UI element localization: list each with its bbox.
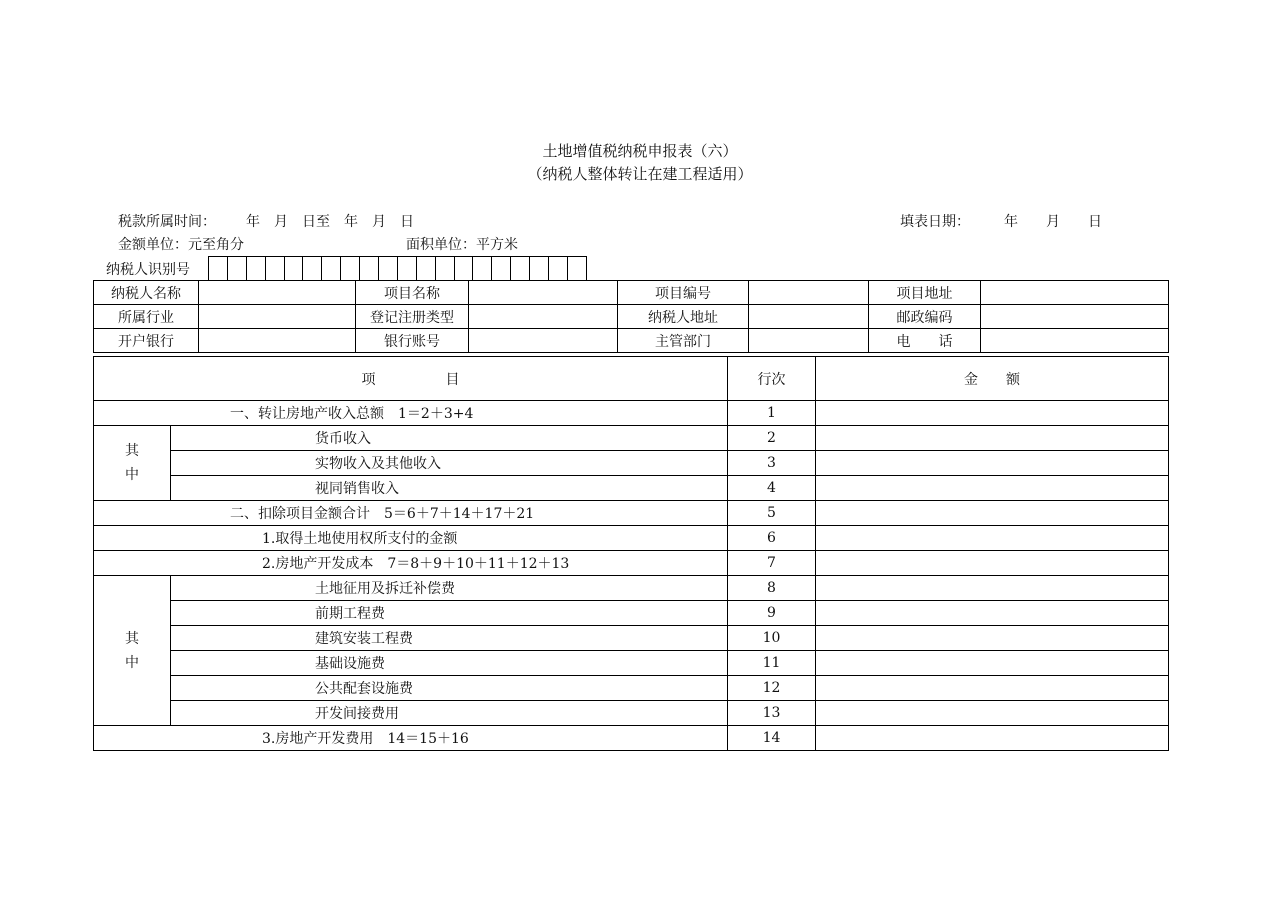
info-label: 开户银行 [94, 329, 199, 353]
amount-cell[interactable] [816, 651, 1169, 676]
amount-cell[interactable] [816, 576, 1169, 601]
row-number: 6 [728, 526, 816, 551]
amount-cell[interactable] [816, 451, 1169, 476]
table-row [94, 476, 1169, 501]
info-label: 银行账号 [356, 329, 469, 353]
row-number: 1 [728, 401, 816, 426]
header-amount: 金 额 [816, 357, 1169, 401]
row-label: 2.房地产开发成本 7＝8＋9＋10＋11＋12＋13 [94, 551, 728, 576]
table-row [94, 676, 1169, 701]
info-value-cell[interactable] [749, 305, 869, 329]
table-row [94, 401, 1169, 426]
info-value-cell[interactable] [981, 305, 1169, 329]
table-row [94, 701, 1169, 726]
amount-cell[interactable] [816, 476, 1169, 501]
row-number: 10 [728, 626, 816, 651]
info-row [94, 281, 1169, 305]
row-number: 4 [728, 476, 816, 501]
row-label: 建筑安装工程费 [171, 626, 728, 651]
row-label: 1.取得土地使用权所支付的金额 [94, 526, 728, 551]
info-label: 纳税人地址 [618, 305, 749, 329]
fill-date[interactable]: 年 月 日 [1004, 214, 1102, 230]
table-row [94, 601, 1169, 626]
id-digit-box[interactable] [567, 256, 587, 280]
row-number: 13 [728, 701, 816, 726]
amount-cell[interactable] [816, 501, 1169, 526]
declaration-table [93, 356, 1169, 751]
amount-cell[interactable] [816, 526, 1169, 551]
info-label: 电 话 [869, 329, 981, 353]
id-digit-box[interactable] [227, 256, 246, 280]
fill-date-label: 填表日期： [900, 214, 970, 230]
amount-cell[interactable] [816, 601, 1169, 626]
id-digit-box[interactable] [454, 256, 473, 280]
info-label: 登记注册类型 [356, 305, 469, 329]
row-number: 8 [728, 576, 816, 601]
taxpayer-info-table [93, 280, 1169, 353]
taxpayer-id-label: 纳税人识别号 [106, 262, 190, 278]
info-value-cell[interactable] [469, 281, 618, 305]
amount-cell[interactable] [816, 726, 1169, 751]
id-digit-box[interactable] [510, 256, 529, 280]
id-digit-box[interactable] [246, 256, 265, 280]
row-label: 公共配套设施费 [171, 676, 728, 701]
qizhong-label: 其 中 [94, 576, 171, 726]
row-number: 7 [728, 551, 816, 576]
info-value-cell[interactable] [981, 281, 1169, 305]
area-unit: 面积单位：平方米 [406, 237, 518, 253]
table-row [94, 426, 1169, 451]
info-label: 所属行业 [94, 305, 199, 329]
row-label: 实物收入及其他收入 [171, 451, 728, 476]
row-number: 9 [728, 601, 816, 626]
taxpayer-id-boxes[interactable] [208, 256, 587, 280]
info-value-cell[interactable] [199, 281, 356, 305]
row-number: 14 [728, 726, 816, 751]
info-value-cell[interactable] [199, 329, 356, 353]
row-label: 基础设施费 [171, 651, 728, 676]
id-digit-box[interactable] [529, 256, 548, 280]
id-digit-box[interactable] [397, 256, 416, 280]
id-digit-box[interactable] [416, 256, 435, 280]
row-number: 11 [728, 651, 816, 676]
row-label: 一、转让房地产收入总额 1＝2＋3+4 [94, 401, 728, 426]
header-row-no: 行次 [728, 357, 816, 401]
info-row [94, 329, 1169, 353]
row-number: 3 [728, 451, 816, 476]
id-digit-box[interactable] [359, 256, 378, 280]
info-row [94, 305, 1169, 329]
info-value-cell[interactable] [749, 329, 869, 353]
amount-cell[interactable] [816, 701, 1169, 726]
table-row [94, 726, 1169, 751]
info-label: 纳税人名称 [94, 281, 199, 305]
row-label: 视同销售收入 [171, 476, 728, 501]
header-row [94, 357, 1169, 401]
form-subtitle: （纳税人整体转让在建工程适用） [527, 165, 753, 183]
info-label: 项目编号 [618, 281, 749, 305]
id-digit-box[interactable] [302, 256, 321, 280]
info-label: 项目地址 [869, 281, 981, 305]
info-label: 主管部门 [618, 329, 749, 353]
info-value-cell[interactable] [469, 305, 618, 329]
amount-cell[interactable] [816, 401, 1169, 426]
id-digit-box[interactable] [321, 256, 340, 280]
info-value-cell[interactable] [981, 329, 1169, 353]
amount-cell[interactable] [816, 626, 1169, 651]
form-title: 土地增值税纳税申报表（六） [542, 142, 738, 160]
id-digit-box[interactable] [208, 256, 227, 280]
amount-cell[interactable] [816, 676, 1169, 701]
table-row [94, 451, 1169, 476]
row-number: 12 [728, 676, 816, 701]
tax-period-dates[interactable]: 年 月 日至 年 月 日 [246, 214, 414, 230]
row-label: 3.房地产开发费用 14＝15＋16 [94, 726, 728, 751]
id-digit-box[interactable] [491, 256, 510, 280]
id-digit-box[interactable] [265, 256, 284, 280]
info-label: 邮政编码 [869, 305, 981, 329]
table-row [94, 626, 1169, 651]
table-row [94, 651, 1169, 676]
table-row [94, 551, 1169, 576]
info-value-cell[interactable] [749, 281, 869, 305]
amount-unit: 金额单位：元至角分 [118, 237, 244, 253]
row-label: 土地征用及拆迁补偿费 [171, 576, 728, 601]
id-digit-box[interactable] [340, 256, 359, 280]
info-value-cell[interactable] [199, 305, 356, 329]
row-label: 前期工程费 [171, 601, 728, 626]
table-row [94, 526, 1169, 551]
row-label: 货币收入 [171, 426, 728, 451]
header-item: 项 目 [94, 357, 728, 401]
info-label: 项目名称 [356, 281, 469, 305]
info-value-cell[interactable] [469, 329, 618, 353]
id-digit-box[interactable] [378, 256, 397, 280]
amount-cell[interactable] [816, 426, 1169, 451]
amount-cell[interactable] [816, 551, 1169, 576]
row-number: 5 [728, 501, 816, 526]
id-digit-box[interactable] [548, 256, 567, 280]
row-label: 开发间接费用 [171, 701, 728, 726]
id-digit-box[interactable] [435, 256, 454, 280]
id-digit-box[interactable] [284, 256, 303, 280]
table-row [94, 501, 1169, 526]
table-row [94, 576, 1169, 601]
qizhong-label: 其 中 [94, 426, 171, 501]
row-label: 二、扣除项目金额合计 5＝6＋7＋14＋17＋21 [94, 501, 728, 526]
row-number: 2 [728, 426, 816, 451]
tax-period-label: 税款所属时间： [118, 214, 216, 230]
id-digit-box[interactable] [472, 256, 491, 280]
